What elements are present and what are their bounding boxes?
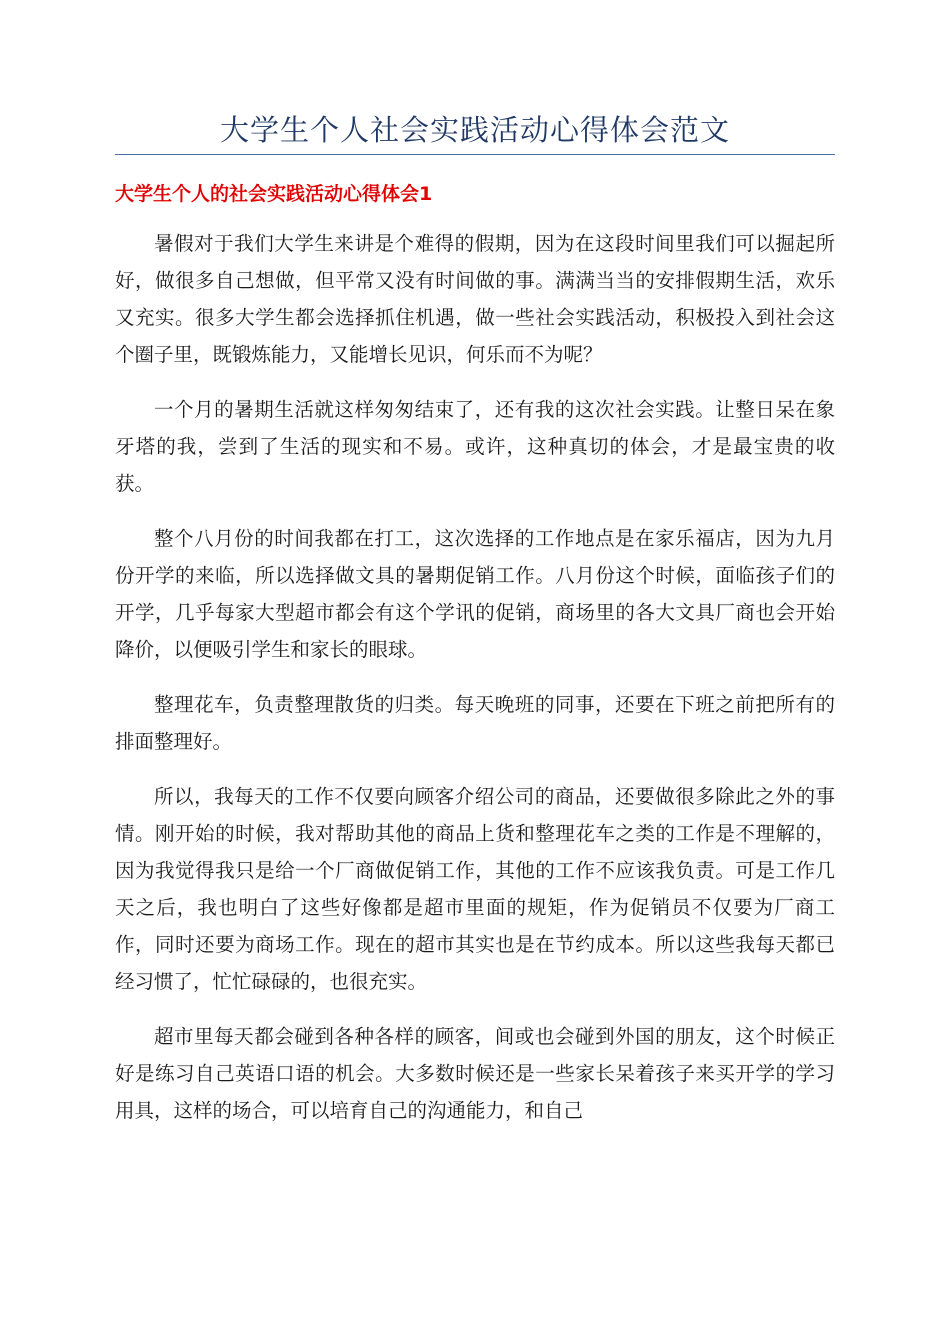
- paragraph: 所以，我每天的工作不仅要向顾客介绍公司的商品，还要做很多除此之外的事情。刚开始的时候，我对帮助其他的商品上货和整理花车之类的工作是不理解的，因为我觉得我只是给一个厂商做促销工作，其他的工作不应该我负责。可是工作几天之后，我也明白了这些好像都是超市里面的规矩，作为促销员不仅要为厂商工作，同时还要为商场工作。现在的超市其实也是在节约成本。所以这些我每天都已经习惯了，忙忙碌碌的，也很充实。: [115, 785, 835, 993]
- paragraph: 暑假对于我们大学生来讲是个难得的假期，因为在这段时间里我们可以掘起所好，做很多自己想做，但平常又没有时间做的事。满满当当的安排假期生活，欢乐又充实。很多大学生都会选择抓住机遇，做一些社会实践活动，积极投入到社会这个圈子里，既锻炼能力，又能增长见识，何乐而不为呢？: [115, 232, 835, 366]
- paragraph: 超市里每天都会碰到各种各样的顾客，间或也会碰到外国的朋友，这个时候正好是练习自己英语口语的机会。大多数时候还是一些家长呆着孩子来买开学的学习用具，这样的场合，可以培育自己的沟通能力，和自己: [115, 1025, 835, 1122]
- body-text: [115, 225, 835, 1147]
- title-underline: [115, 154, 835, 155]
- paragraph: 整个八月份的时间我都在打工，这次选择的工作地点是在家乐福店，因为九月份开学的来临，所以选择做文具的暑期促销工作。八月份这个时候，面临孩子们的开学，几乎每家大型超市都会有这个学讯的促销，商场里的各大文具厂商也会开始降价，以便吸引学生和家长的眼球。: [115, 527, 835, 661]
- document-title: 大学生个人社会实践活动心得体会范文: [219, 113, 730, 147]
- paragraph: 一个月的暑期生活就这样匆匆结束了，还有我的这次社会实践。让整日呆在象牙塔的我，尝到了生活的现实和不易。或许，这种真切的体会，才是最宝贵的收获。: [115, 398, 835, 495]
- section-heading: 大学生个人的社会实践活动心得体会1: [115, 183, 433, 205]
- paragraph: 整理花车，负责整理散货的归类。每天晚班的同事，还要在下班之前把所有的排面整理好。: [115, 693, 835, 753]
